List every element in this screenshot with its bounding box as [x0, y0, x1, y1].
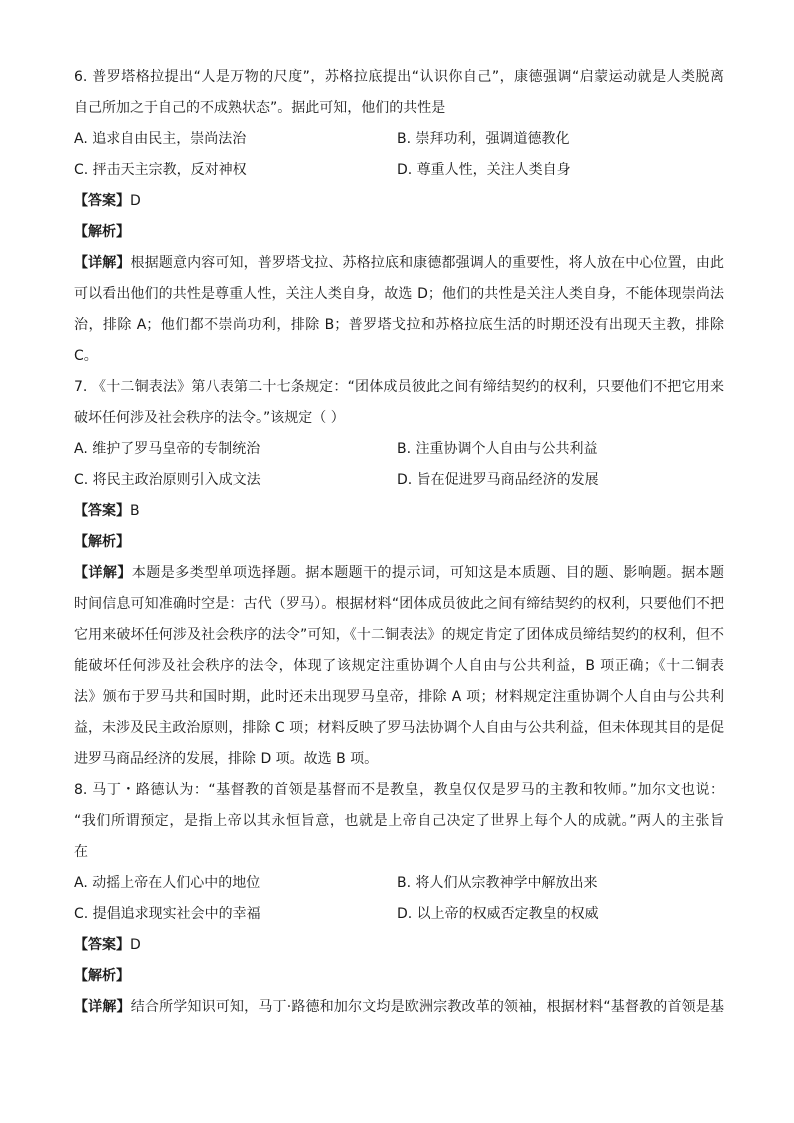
detail-tag: 【详解】 [74, 999, 131, 1015]
answer-line [74, 186, 724, 217]
option-c: C. 将民主政治原则引入成文法 [74, 472, 261, 488]
answer-tag: 【答案】 [74, 937, 130, 953]
question-stem-line: 在 [74, 844, 88, 860]
answer-value: D [130, 937, 141, 953]
detail-line: C。 [74, 348, 98, 364]
option-row [74, 465, 724, 496]
option-a: A. 维护了罗马皇帝的专制统治 [74, 441, 261, 457]
option-row [74, 868, 724, 899]
detail-line: 进罗马商品经济的发展，排除 D 项。故选 B 项。 [74, 751, 379, 767]
detail-line: 法》颁布于罗马共和国时期，此时还未出现罗马皇帝，排除 A 项；材料规定注重协调个人自由与公共利 [74, 689, 724, 705]
analysis-tag: 【解析】 [74, 224, 130, 240]
question-list [74, 62, 724, 1023]
analysis-tag: 【解析】 [74, 534, 130, 550]
answer-tag: 【答案】 [74, 503, 130, 519]
answer-value: D [130, 193, 141, 209]
option-a: A. 动摇上帝在人们心中的地位 [74, 875, 261, 891]
question-stem-line: 8. 马丁・路德认为：“基督教的首领是基督而不是教皇，教皇仅仅是罗马的主教和牧师。”加尔文也说： [74, 782, 724, 798]
answer-line [74, 930, 724, 961]
answer-value: B [130, 503, 140, 519]
question-7 [74, 372, 724, 775]
option-b: B. 注重协调个人自由与公共利益 [397, 441, 598, 457]
analysis-tag: 【解析】 [74, 968, 130, 984]
question-stem-line: 自己所加之于自己的不成熟状态”。据此可知，他们的共性是 [74, 100, 446, 116]
detail-line [74, 248, 724, 279]
option-c: C. 提倡追求现实社会中的幸福 [74, 906, 261, 922]
detail-tag: 【详解】 [74, 565, 132, 581]
question-8 [74, 775, 724, 1023]
option-row [74, 124, 724, 155]
detail-text: 结合所学知识可知，马丁·路德和加尔文均是欧洲宗教改革的领袖，根据材料“基督教的首领是基 [130, 999, 725, 1015]
question-stem-line: “我们所谓预定，是指上帝以其永恒旨意，也就是上帝自己决定了世界上每个人的成就。”两人的主张旨 [74, 813, 724, 829]
question-stem-line: 破坏任何涉及社会秩序的法令。”该规定（ ） [74, 410, 345, 426]
option-c: C. 抨击天主宗教，反对神权 [74, 162, 247, 178]
detail-text: 本题是多类型单项选择题。据本题题干的提示词，可知这是本质题、目的题、影响题。据本题 [131, 565, 725, 581]
detail-text: 根据题意内容可知，普罗塔戈拉、苏格拉底和康德都强调人的重要性，将人放在中心位置，由此 [130, 255, 725, 271]
question-6 [74, 62, 724, 372]
option-b: B. 崇拜功利，强调道德教化 [397, 131, 570, 147]
answer-line [74, 496, 724, 527]
option-d: D. 尊重人性，关注人类自身 [397, 162, 571, 178]
detail-line [74, 992, 724, 1023]
detail-line: 能破坏任何涉及社会秩序的法令，体现了该规定注重协调个人自由与公共利益，B 项正确；《十二铜表 [74, 658, 724, 674]
option-row [74, 434, 724, 465]
detail-line [74, 558, 724, 589]
detail-line: 治，排除 A；他们都不崇尚功利，排除 B；普罗塔戈拉和苏格拉底生活的时期还没有出现天主教，排除 [74, 317, 724, 333]
option-b: B. 将人们从宗教神学中解放出来 [397, 875, 598, 891]
option-row [74, 899, 724, 930]
detail-line: 益，未涉及民主政治原则，排除 C 项；材料反映了罗马法协调个人自由与公共利益，但未体现其目的是促 [74, 720, 724, 736]
detail-line: 可以看出他们的共性是尊重人性，关注人类自身，故选 D；他们的共性是关注人类自身，不能体现崇尚法 [74, 286, 724, 302]
option-row [74, 155, 724, 186]
detail-tag: 【详解】 [74, 255, 131, 271]
detail-line: 它用来破坏任何涉及社会秩序的法令”可知，《十二铜表法》的规定肯定了团体成员缔结契约的权利，但不 [74, 627, 724, 643]
question-stem-line: 7. 《十二铜表法》第八表第二十七条规定：“团体成员彼此之间有缔结契约的权利，只要他们不把它用来 [74, 379, 724, 395]
question-stem-line: 6. 普罗塔格拉提出“人是万物的尺度”，苏格拉底提出“认识你自己”，康德强调“启蒙运动就是人类脱离 [74, 69, 724, 85]
answer-tag: 【答案】 [74, 193, 130, 209]
option-d: D. 旨在促进罗马商品经济的发展 [397, 472, 599, 488]
detail-line: 时间信息可知准确时空是：古代（罗马）。根据材料“团体成员彼此之间有缔结契约的权利，只要他们不把 [74, 596, 724, 612]
option-d: D. 以上帝的权威否定教皇的权威 [397, 906, 599, 922]
option-a: A. 追求自由民主，崇尚法治 [74, 131, 247, 147]
